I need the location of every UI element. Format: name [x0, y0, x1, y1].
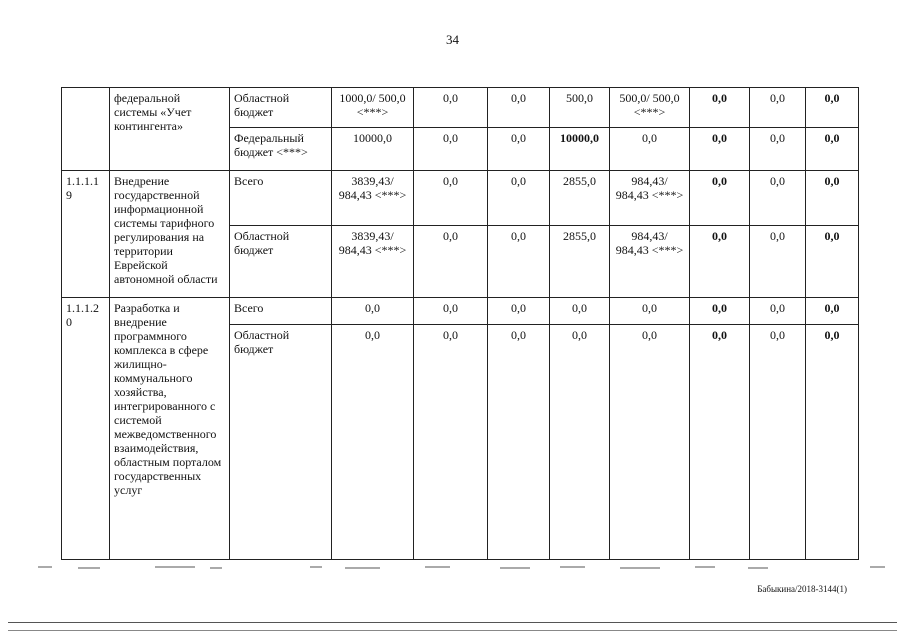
row-code — [62, 88, 110, 171]
value-cell: 0,0 — [806, 226, 859, 298]
value-cell: 0,0 — [690, 325, 750, 560]
funding-source: Федеральный бюджет <***> — [230, 128, 332, 171]
value-cell: 0,0 — [750, 226, 806, 298]
row-name: федеральной системы «Учет контингента» — [110, 88, 230, 171]
value-cell: 0,0 — [690, 171, 750, 226]
value-cell: 500,0/ 500,0 <***> — [610, 88, 690, 128]
value-cell: 0,0 — [806, 298, 859, 325]
value-cell: 0,0 — [488, 171, 550, 226]
value-cell: 0,0 — [806, 325, 859, 560]
value-cell: 0,0 — [750, 325, 806, 560]
row-name: Внедрение государственной информационной системы тарифного регулирования на территории Еврейской автономной области — [110, 171, 230, 298]
budget-table — [61, 87, 859, 560]
value-cell: 0,0 — [488, 325, 550, 560]
value-cell: 500,0 — [550, 88, 610, 128]
value-cell: 3839,43/ 984,43 <***> — [332, 171, 414, 226]
value-cell: 0,0 — [806, 171, 859, 226]
value-cell: 0,0 — [550, 325, 610, 560]
funding-source: Областной бюджет — [230, 325, 332, 560]
value-cell: 0,0 — [488, 128, 550, 171]
value-cell: 0,0 — [414, 128, 488, 171]
footer-rule — [8, 622, 897, 623]
value-cell: 984,43/ 984,43 <***> — [610, 226, 690, 298]
value-cell: 0,0 — [414, 226, 488, 298]
value-cell: 0,0 — [550, 298, 610, 325]
row-code: 1.1.1.2 0 — [62, 298, 110, 560]
value-cell: 0,0 — [414, 325, 488, 560]
funding-source: Областной бюджет — [230, 226, 332, 298]
value-cell: 0,0 — [610, 325, 690, 560]
footer-rule — [8, 630, 897, 631]
value-cell: 0,0 — [750, 128, 806, 171]
value-cell: 0,0 — [806, 128, 859, 171]
value-cell: 0,0 — [488, 298, 550, 325]
funding-source: Всего — [230, 298, 332, 325]
value-cell: 984,43/ 984,43 <***> — [610, 171, 690, 226]
value-cell: 0,0 — [414, 88, 488, 128]
value-cell: 0,0 — [332, 298, 414, 325]
table-row — [62, 298, 859, 325]
value-cell: 0,0 — [610, 128, 690, 171]
torn-table-edge — [0, 566, 905, 570]
funding-source: Всего — [230, 171, 332, 226]
value-cell: 0,0 — [750, 88, 806, 128]
value-cell: 1000,0/ 500,0 <***> — [332, 88, 414, 128]
value-cell: 0,0 — [806, 88, 859, 128]
value-cell: 0,0 — [690, 298, 750, 325]
value-cell: 0,0 — [414, 298, 488, 325]
value-cell: 0,0 — [690, 128, 750, 171]
row-name: Разработка и внедрение программного комплекса в сфере жилищно-коммунального хозяйства, интегрированного с системой межведомственного взаимодействия, областным порталом государственных услуг — [110, 298, 230, 560]
value-cell: 0,0 — [750, 171, 806, 226]
value-cell: 10000,0 — [550, 128, 610, 171]
value-cell: 0,0 — [414, 171, 488, 226]
value-cell: 0,0 — [610, 298, 690, 325]
value-cell: 0,0 — [332, 325, 414, 560]
value-cell: 2855,0 — [550, 226, 610, 298]
value-cell: 2855,0 — [550, 171, 610, 226]
page-number: 34 — [446, 32, 459, 47]
row-code: 1.1.1.1 9 — [62, 171, 110, 298]
value-cell: 10000,0 — [332, 128, 414, 171]
table-row — [62, 171, 859, 226]
table-row — [62, 88, 859, 128]
value-cell: 0,0 — [488, 88, 550, 128]
footer-document-code: Бабыкина/2018-3144(1) — [757, 584, 847, 594]
value-cell: 0,0 — [488, 226, 550, 298]
value-cell: 0,0 — [750, 298, 806, 325]
value-cell: 3839,43/ 984,43 <***> — [332, 226, 414, 298]
value-cell: 0,0 — [690, 226, 750, 298]
value-cell: 0,0 — [690, 88, 750, 128]
funding-source: Областной бюджет — [230, 88, 332, 128]
